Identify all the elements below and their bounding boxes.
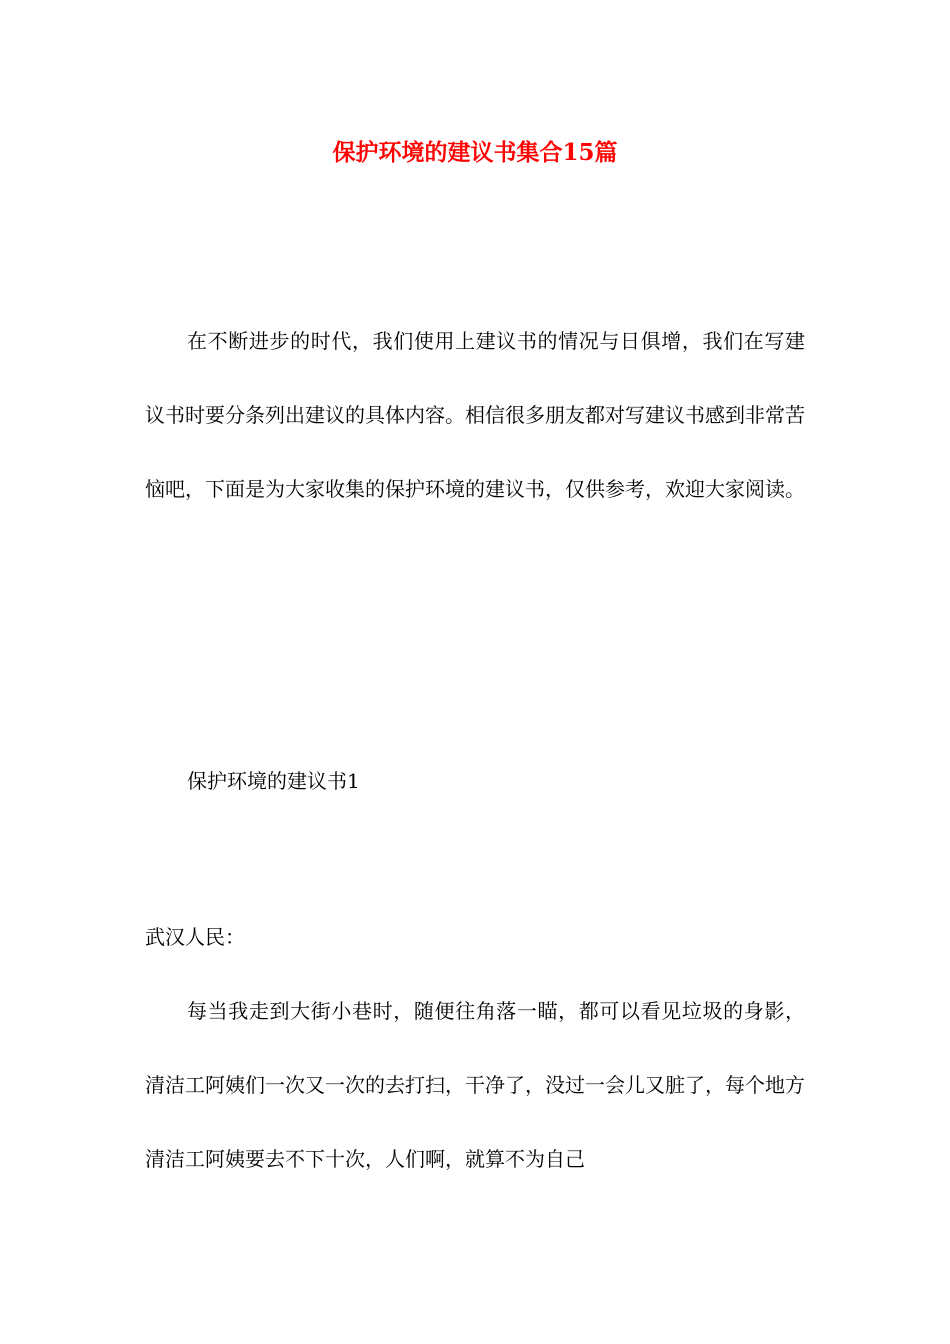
intro-paragraph: 在不断进步的时代，我们使用上建议书的情况与日俱增，我们在写建议书时要分条列出建议的具体内容。相信很多朋友都对写建议书感到非常苦恼吧，下面是为大家收集的保护环境的建议书，仅供参考，欢迎大家阅读。 (145, 329, 805, 501)
section-heading: 保护环境的建议书1 (187, 769, 360, 793)
document-title: 保护环境的建议书集合15篇 (332, 139, 618, 166)
salutation: 武汉人民： (145, 925, 245, 949)
body-paragraph: 每当我走到大街小巷时，随便往角落一瞄，都可以看见垃圾的身影，清洁工阿姨们一次又一次的去打扫，干净了，没过一会儿又脏了，每个地方清洁工阿姨要去不下十次，人们啊，就算不为自己 (145, 999, 805, 1171)
